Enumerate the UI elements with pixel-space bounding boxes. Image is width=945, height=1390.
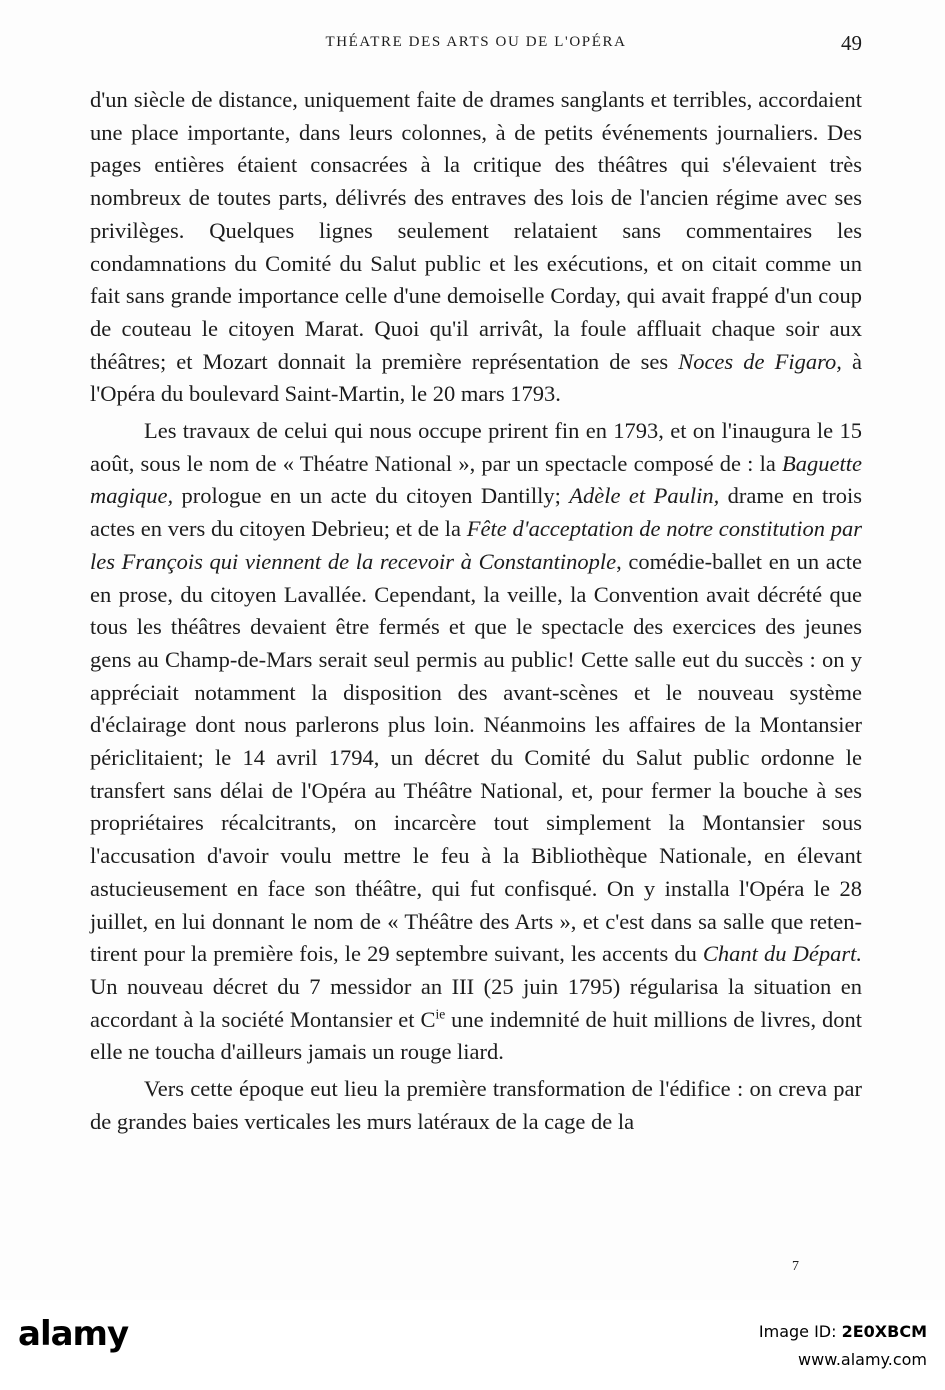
superscript: ie xyxy=(435,1006,446,1022)
signature-mark: 7 xyxy=(792,1259,799,1274)
image-id-label: Image ID: xyxy=(758,1322,837,1341)
alamy-logo: alamy xyxy=(18,1314,129,1354)
italic-title: Fête d'acceptation de notre constitution par les François qui viennent de la recevoir à Constantinople xyxy=(90,516,862,574)
text-run: Vers cette époque eut lieu la première transformation de l'édifice : on creva par de grandes baies verticales les murs latéraux de la cage de la xyxy=(90,1076,862,1134)
page-number: 49 xyxy=(841,31,862,55)
stock-watermark-footer xyxy=(0,1300,945,1390)
text-run: prologue en un acte du citoyen Dantilly; xyxy=(173,483,570,509)
image-id xyxy=(759,1322,927,1341)
text-run: , comédie-ballet en un acte en prose, du citoyen Lavallée. Cependant, la veille, la Convention avait décrété que tous les théâtres devaient être fermés et que le spectacle des exercices des jeunes gens au Champ-de-Mars serait seul permis au public! Cette salle eut du succès : on y appréciait notamment la disposition des avant-scènes et le nouveau système d'éclairage dont nous parlerons plus loin. Néanmoins les affaires de la Montansier périclitaient; le 14 avril 1794, un décret du Comité du Salut public ordonne le transfert sans délai de l'Opéra au Théâtre National, et, pour fermer la bouche à ses propriétaires récalcitrants, on incarcère tout simplement la Montansier sous l'accusation d'avoir voulu mettre le feu à la Bibliothèque Nationale, en élevant astucieusement en face son théâtre, qui fut confisqué. On y installa l'Opéra le 28 juillet, en lui donnant le nom de « Théâtre des Arts », et c'est dans sa salle que retentirent pour la première fois, le 29 septembre suivant, les accents du xyxy=(90,548,862,967)
paragraph xyxy=(90,415,862,1069)
paragraph xyxy=(90,84,862,411)
image-id-value: 2E0XBCM xyxy=(841,1322,927,1341)
text-run: une indemnité de huit millions de livres, dont elle ne toucha d'ailleurs jamais un rouge liard. xyxy=(90,1006,862,1065)
running-title: THÉATRE DES ARTS OU DE L'OPÉRA xyxy=(325,34,627,50)
running-head xyxy=(90,31,862,62)
site-url: www.alamy.com xyxy=(798,1350,927,1369)
text-run: drame en trois actes en vers du citoyen Debrieu; et de la xyxy=(90,483,862,542)
italic-title: Noces de Figaro, xyxy=(678,348,842,374)
italic-title: Adèle et Paulin, xyxy=(569,483,720,509)
text-run: Les travaux de celui qui nous occupe prirent fin en 1793, et on l'inaugura le 15 août, sous le nom de « Théatre National », par un spectacle composé de : la xyxy=(90,418,862,476)
body-text xyxy=(90,84,862,1139)
text-run: Un nouveau décret du 7 messidor an III (25 juin 1795) régularisa la situation en accordant à la société Montansier et C xyxy=(90,973,862,1032)
paragraph xyxy=(90,1073,862,1138)
italic-title: Baguette magique, xyxy=(90,450,862,509)
text-run: à l'Opéra du boulevard Saint-Martin, le 20 mars 1793. xyxy=(90,348,862,407)
italic-title: Chant du Départ. xyxy=(702,941,862,967)
text-run: d'un siècle de distance, uniquement faite de drames sanglants et terribles, accordaient une place importante, dans leurs colonnes, à de petits événements journaliers. Des pages entières étaient consacrées à la critique des théâtres qui s'élevaient très nombreux de toutes parts, délivrés des entraves des lois de l'ancien régime avec ses privilèges. Quelques lignes seulement relataient sans commentaires les condamnations du Comité du Salut public et les exécutions, et on citait comme un fait sans grande importance celle d'une demoiselle Corday, qui avait frappé d'un coup de couteau le citoyen Marat. Quoi qu'il arrivât, la foule affluait chaque soir aux théâtres; et Mozart donnait la première représentation de ses xyxy=(90,87,862,374)
